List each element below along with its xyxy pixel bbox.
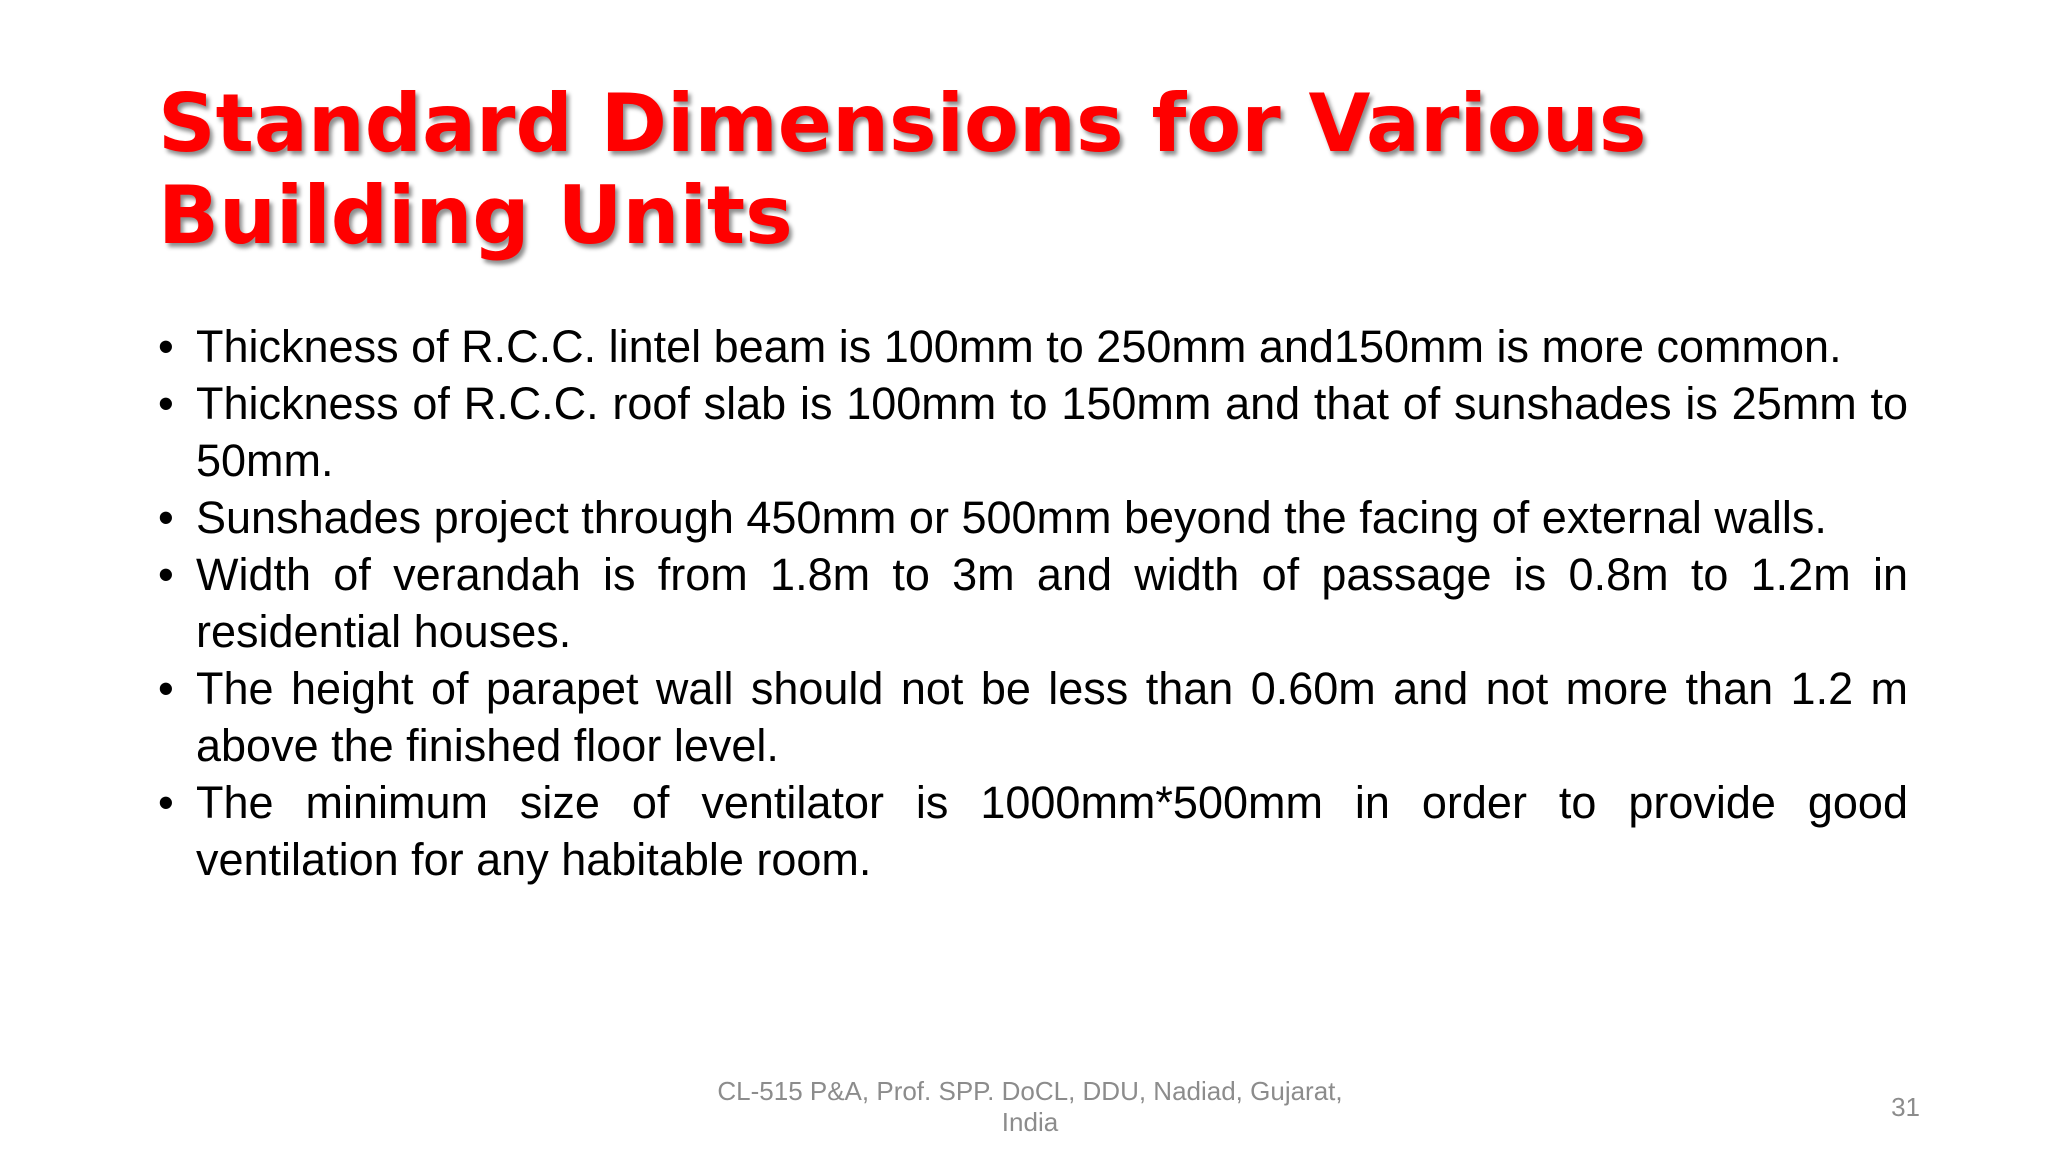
bullet-text: Sunshades project through 450mm or 500mm beyond the facing of external walls.	[196, 492, 1827, 543]
bullet-item	[158, 375, 1908, 489]
slide-title	[158, 78, 1918, 262]
bullet-text: Thickness of R.C.C. lintel beam is 100mm to 250mm and150mm is more common.	[196, 321, 1842, 372]
bullet-item	[158, 660, 1908, 774]
bullet-item	[158, 774, 1908, 888]
bullet-item	[158, 489, 1908, 546]
bullet-text: Width of verandah is from 1.8m to 3m and width of passage is 0.8m to 1.2m in residential houses.	[196, 549, 1908, 657]
bullet-icon: •	[158, 378, 174, 429]
bullet-text: The minimum size of ventilator is 1000mm*500mm in order to provide good ventilation for any habitable room.	[196, 777, 1908, 885]
bullet-icon: •	[158, 549, 174, 600]
bullet-icon: •	[158, 492, 174, 543]
slide-title-line-1: Standard Dimensions for Various	[158, 77, 1647, 170]
bullet-item	[158, 318, 1908, 375]
page-number: 31	[1891, 1092, 1920, 1122]
slide-title-line-2: Building Units	[158, 169, 793, 262]
bullet-icon: •	[158, 777, 174, 828]
bullet-list	[158, 318, 1908, 888]
bullet-text: The height of parapet wall should not be less than 0.60m and not more than 1.2 m above the finished floor level.	[196, 663, 1908, 771]
bullet-text: Thickness of R.C.C. roof slab is 100mm to 150mm and that of sunshades is 25mm to 50mm.	[196, 378, 1908, 486]
slide-footer: CL-515 P&A, Prof. SPP. DoCL, DDU, Nadiad, Gujarat, India	[717, 1076, 1343, 1137]
bullet-icon: •	[158, 321, 174, 372]
bullet-item	[158, 546, 1908, 660]
bullet-icon: •	[158, 663, 174, 714]
